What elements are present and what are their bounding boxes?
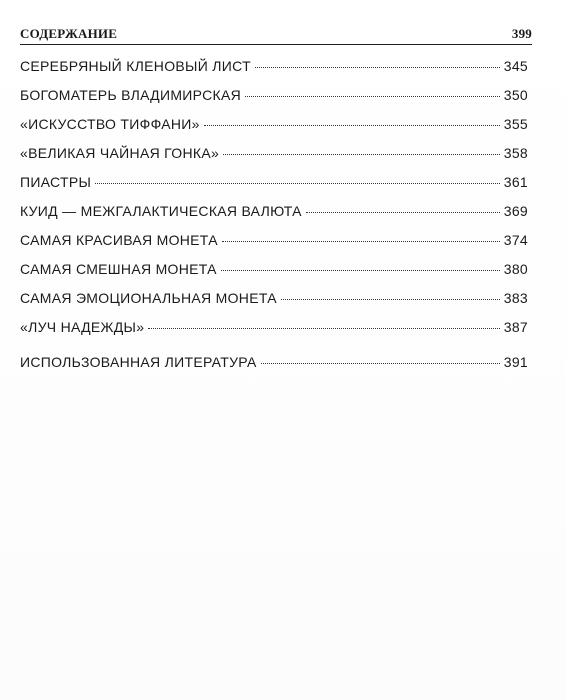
toc-entry-page: 345 [503, 58, 528, 74]
dot-leader [148, 328, 499, 329]
dot-leader [281, 299, 500, 300]
dot-leader [306, 212, 500, 213]
toc-entry-title: САМАЯ КРАСИВАЯ МОНЕТА [20, 232, 218, 248]
toc-entry-page: 355 [503, 116, 528, 132]
dot-leader [95, 183, 500, 184]
table-of-contents [20, 58, 528, 383]
toc-entry [20, 87, 528, 116]
toc-entry-page: 391 [503, 354, 528, 370]
toc-entry-page: 369 [503, 203, 528, 219]
dot-leader [255, 67, 500, 68]
toc-entry [20, 203, 528, 232]
toc-entry-title: «ЛУЧ НАДЕЖДЫ» [20, 319, 145, 335]
dot-leader [261, 363, 500, 364]
toc-entry [20, 354, 528, 383]
toc-entry [20, 58, 528, 87]
toc-entry-title: БОГОМАТЕРЬ ВЛАДИМИРСКАЯ [20, 87, 242, 103]
toc-entry-page: 387 [503, 319, 528, 335]
toc-entry-title: «ИСКУССТВО ТИФФАНИ» [20, 116, 200, 132]
toc-entry-title: ИСПОЛЬЗОВАННАЯ ЛИТЕРАТУРА [20, 354, 257, 370]
dot-leader [221, 270, 500, 271]
toc-entry-title: КУИД — МЕЖГАЛАКТИЧЕСКАЯ ВАЛЮТА [20, 203, 302, 219]
toc-entry [20, 232, 528, 261]
toc-entry [20, 174, 528, 203]
toc-entry-page: 383 [503, 290, 528, 306]
page-number: 399 [511, 26, 532, 41]
dot-leader [223, 154, 500, 155]
toc-entry-page: 380 [503, 261, 528, 277]
dot-leader [222, 241, 500, 242]
toc-entry-title: САМАЯ СМЕШНАЯ МОНЕТА [20, 261, 217, 277]
toc-entry-title: ПИАСТРЫ [20, 174, 92, 190]
toc-entry [20, 145, 528, 174]
dot-leader [204, 125, 500, 126]
toc-entry [20, 319, 528, 348]
running-head [20, 22, 532, 42]
toc-entry-page: 374 [503, 232, 528, 248]
toc-entry [20, 290, 528, 319]
toc-entry [20, 116, 528, 145]
toc-entry-page: 361 [503, 174, 528, 190]
dot-leader [245, 96, 500, 97]
toc-entry-title: «ВЕЛИКАЯ ЧАЙНАЯ ГОНКА» [20, 145, 220, 161]
toc-entry-page: 358 [503, 145, 528, 161]
toc-entry [20, 261, 528, 290]
toc-entry-title: САМАЯ ЭМОЦИОНАЛЬНАЯ МОНЕТА [20, 290, 277, 306]
toc-entry-page: 350 [503, 87, 528, 103]
header-rule [20, 44, 532, 45]
toc-entry-title: СЕРЕБРЯНЫЙ КЛЕНОВЫЙ ЛИСТ [20, 58, 251, 74]
section-title: СОДЕРЖАНИЕ [20, 26, 118, 41]
